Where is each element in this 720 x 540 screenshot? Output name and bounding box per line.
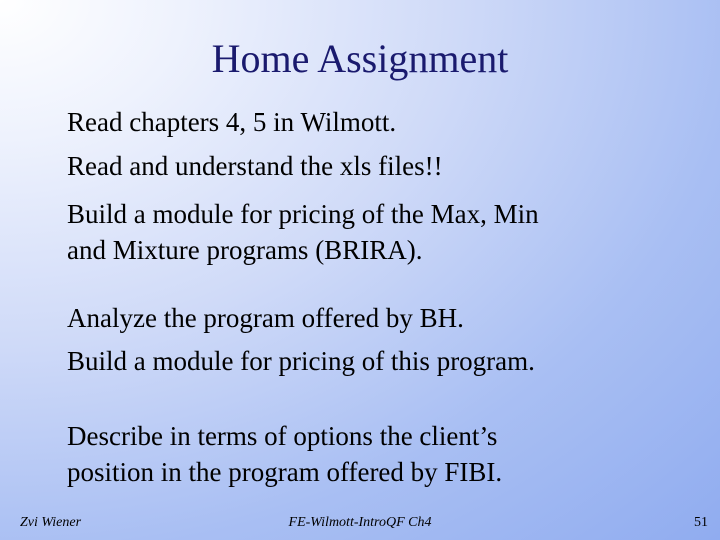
footer-course: FE-Wilmott-IntroQF Ch4 [288,515,432,530]
slide-title: Home Assignment [211,36,509,81]
footer-page-number: 51 [694,515,708,530]
body-line-mixture-programs: and Mixture programs (BRIRA). [67,235,423,265]
body-line-describe-options: Describe in terms of options the client’s [67,421,498,451]
body-line-analyze-bh: Analyze the program offered by BH. [67,303,464,333]
body-line-read-xls: Read and understand the xls files!! [67,151,443,181]
body-line-build-module-program: Build a module for pricing of this program. [67,346,535,376]
body-line-read-chapters: Read chapters 4, 5 in Wilmott. [67,107,397,137]
body-line-build-module-max-min: Build a module for pricing of the Max, Min [67,199,539,229]
body-line-position-fibi: position in the program offered by FIBI. [67,457,503,487]
footer-author: Zvi Wiener [20,515,82,530]
